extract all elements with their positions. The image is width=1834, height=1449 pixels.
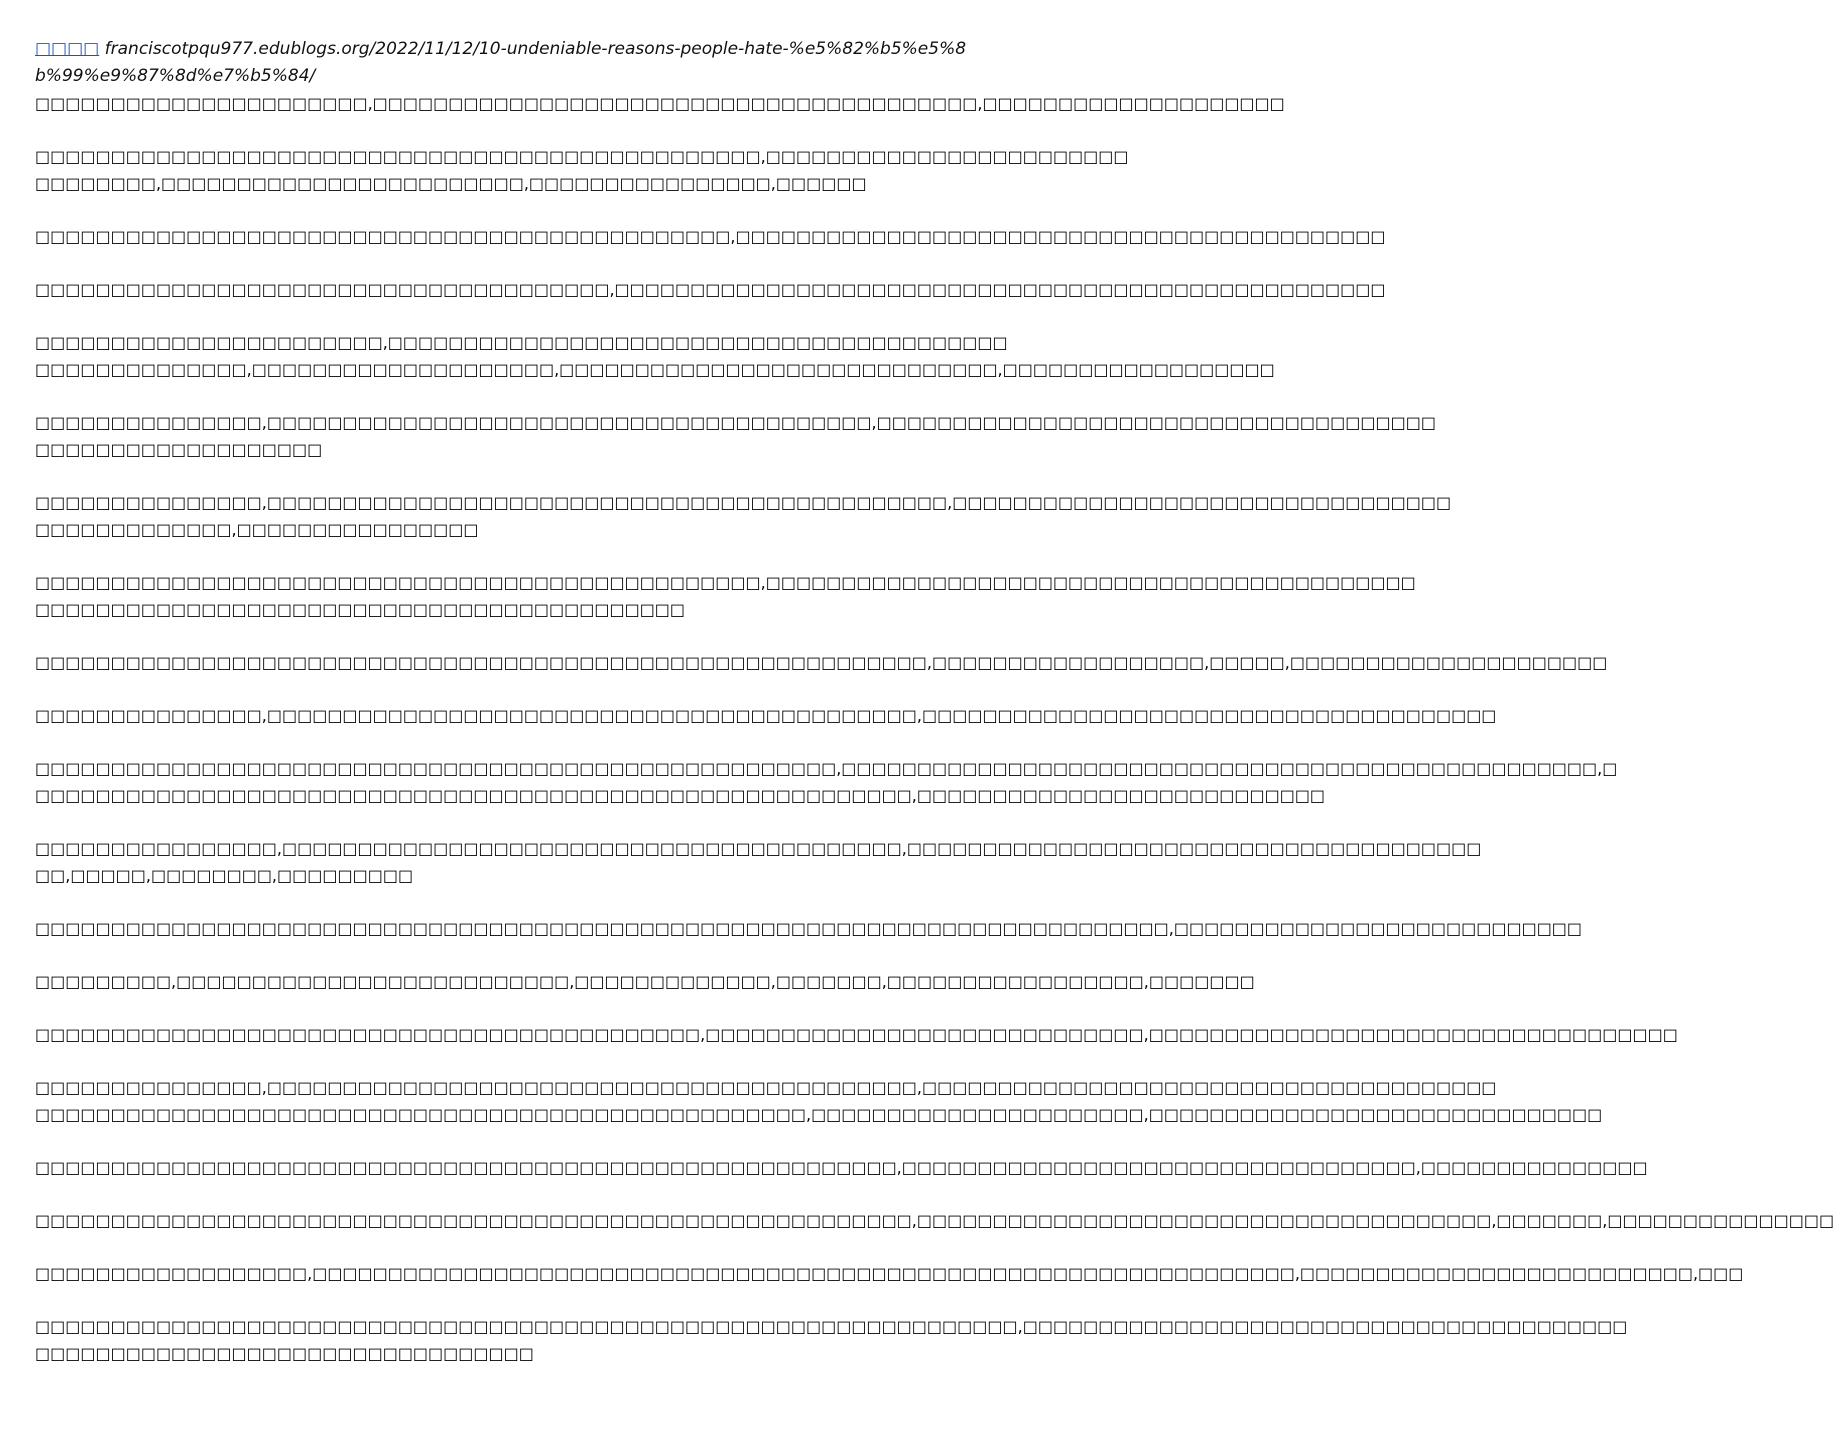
paragraph [35, 1207, 1834, 1234]
paragraph-line: □□□□□□□□□□□□□□□,□□□□□□□□□□□□□□□□□□□□□□□□□□□□□□□□□□□□□□□□□□□,□□□□□□□□□□□□□□□□□□□□□□□□□□□□□□□□□□□□□□ [35, 706, 1497, 725]
header-url: franciscotpqu977.edublogs.org/2022/11/12/10-undeniable-reasons-people-hate-%e5%82%b5%e5%8b%99%e9%87%8d%e7%b5%84/ [35, 39, 967, 86]
header-link[interactable]: □□□□ [35, 39, 100, 59]
paragraph-line: □□□□□□□□□□□□□□□□□□□□□□□□□□□□□□□□□□□□□□□□□□□□□□□□□□□□□□□□□□,□□□□□□□□□□□□□□□□□□□□□□□□□□□□□□□□□□□□□□,□□□□□□□,□□□□□□□□□□□□□□□ [35, 1211, 1834, 1230]
paragraph [35, 569, 1416, 623]
document-header [35, 36, 990, 90]
paragraph-line: □□□□□□□□,□□□□□□□□□□□□□□□□□□□□□□□□,□□□□□□□□□□□□□□□□,□□□□□□ [35, 174, 867, 193]
paragraph-line: □□□□□□□□□□□□□□□□□□□□□□□□□□□□□□□□□□□□□□□□□□□□,□□□□□□□□□□□□□□□□□□□□□□□□□□□□□,□□□□□□□□□□□□□□□□□□□□□□□□□□□□□□□□□□□ [35, 1025, 1678, 1044]
paragraph-line: □□□□□□□□□,□□□□□□□□□□□□□□□□□□□□□□□□□□,□□□□□□□□□□□□□,□□□□□□□,□□□□□□□□□□□□□□□□□,□□□□□□□ [35, 972, 1255, 991]
paragraph [35, 755, 1618, 809]
paragraph [35, 968, 1255, 995]
paragraph-line: □□□□□□□□□□□□□□□,□□□□□□□□□□□□□□□□□□□□□□□□□□□□□□□□□□□□□□□□□□□,□□□□□□□□□□□□□□□□□□□□□□□□□□□□□□□□□□□□□□ [35, 1078, 1497, 1097]
paragraph-line: □□□□□□□□□□□□□□□□□□□□□□□□□□□□□□□□□□□□□□□□□□□□□□□□□□□□□□□□□,□□□□□□□□□□□□□□□□□□□□□□□□□□□□□□□□□□,□□□□□□□□□□□□□□□ [35, 1158, 1648, 1177]
paragraph [35, 915, 1583, 942]
paragraph-line: □□□□□□□□□□□□□□□□□□□□□□□□□□□□□□□□□□□□□□□□□□□□□□□□□□□□□□□□□□□□□□□□□,□□□□□□□□□□□□□□□□□□□□□□□□□□□□□□□□□□□□□□□□ [35, 1317, 1628, 1336]
paragraph [35, 329, 1275, 383]
paragraph [35, 143, 1129, 197]
paragraph [35, 1313, 1628, 1367]
paragraph [35, 90, 1285, 117]
paragraph-line: □□□□□□□□□□□□□□□□,□□□□□□□□□□□□□□□□□□□□□□□□□□□□□□□□□□□□□□□□□,□□□□□□□□□□□□□□□□□□□□□□□□□□□□□□□□□□□□□□ [35, 839, 1482, 858]
paragraph-line: □□□□□□□□□□□□□□,□□□□□□□□□□□□□□□□□□□□,□□□□□□□□□□□□□□□□□□□□□□□□□□□□□,□□□□□□□□□□□□□□□□□□ [35, 360, 1275, 379]
paragraph [35, 835, 1482, 889]
document-page [35, 36, 1834, 1393]
paragraph-line: □□□□□□□□□□□□□□□□□□□□□□□□□□□□□□□□□□□□□□□□□□□□□□□□,□□□□□□□□□□□□□□□□□□□□□□□□□□□□□□□□□□□□□□□□□□□ [35, 573, 1416, 592]
paragraph-line: □□□□□□□□□□□□□,□□□□□□□□□□□□□□□□ [35, 520, 479, 539]
paragraph-line: □□□□□□□□□□□□□□□□□□□ [35, 440, 323, 459]
paragraph-line: □□□□□□□□□□□□□□□□□□,□□□□□□□□□□□□□□□□□□□□□□□□□□□□□□□□□□□□□□□□□□□□□□□□□□□□□□□□□□□□□□□□□,□□□□□□□□□□□□□□□□□□□□□□□□□□,□□□ [35, 1264, 1744, 1283]
paragraph [35, 223, 1386, 250]
paragraph [35, 1260, 1744, 1287]
paragraph-line: □□□□□□□□□□□□□□□□□□□□□□□□□□□□□□□□□□□□□□□□□□□□□□□□,□□□□□□□□□□□□□□□□□□□□□□□□ [35, 147, 1129, 166]
paragraph-line: □□□□□□□□□□□□□□□□□□□□□□□□□□□□□□□□□□□□□□□□□□□□□□□□□□□,□□□□□□□□□□□□□□□□□□□□□□,□□□□□□□□□□□□□□□□□□□□□□□□□□□□□□ [35, 1105, 1603, 1124]
paragraph-line: □□□□□□□□□□□□□□□□□□□□□□□□□□□□□□□□□□□□□□□□□□□□□□□□□□□□□□□□□□□□□□□□□□□□□□□□□□□,□□□□□□□□□□□□□□□□□□□□□□□□□□□ [35, 919, 1583, 938]
paragraph [35, 702, 1497, 729]
document-body [35, 90, 1834, 1367]
paragraph-line: □□□□□□□□□□□□□□□□□□□□□□□□□□□□□□□□□□□□□□□□□□□□□□□□□□□□□□□□□□,□□□□□□□□□□□□□□□□□□□□□□□□□□□ [35, 786, 1326, 805]
paragraph-line: □□□□□□□□□□□□□□□,□□□□□□□□□□□□□□□□□□□□□□□□□□□□□□□□□□□□□□□□,□□□□□□□□□□□□□□□□□□□□□□□□□□□□□□□□□□□□□ [35, 413, 1436, 432]
paragraph [35, 1021, 1678, 1048]
paragraph [35, 649, 1608, 676]
paragraph-line: □□□□□□□□□□□□□□□□□□□□□□□□□□□□□□□□□□□□□□□□□□□□□□□□□□□□□□□□□□□,□□□□□□□□□□□□□□□□□□,□□□□□,□□□□□□□□□□□□□□□□□□□□□ [35, 653, 1608, 672]
paragraph-line: □□□□□□□□□□□□□□□,□□□□□□□□□□□□□□□□□□□□□□□□□□□□□□□□□□□□□□□□□□□□□,□□□□□□□□□□□□□□□□□□□□□□□□□□□□□□□□□ [35, 493, 1452, 512]
paragraph [35, 1154, 1648, 1181]
paragraph-line: □□□□□□□□□□□□□□□□□□□□□□□□□□□□□□□□□□□□□□□□□□□□□□,□□□□□□□□□□□□□□□□□□□□□□□□□□□□□□□□□□□□□□□□□□□ [35, 227, 1386, 246]
paragraph-line: □□□□□□□□□□□□□□□□□□□□□□□□□□□□□□□□□ [35, 1344, 534, 1363]
paragraph-line: □□□□□□□□□□□□□□□□□□□□□□□□□□□□□□□□□□□□□□□□□□□ [35, 600, 686, 619]
paragraph-line: □□□□□□□□□□□□□□□□□□□□□□□,□□□□□□□□□□□□□□□□□□□□□□□□□□□□□□□□□□□□□□□□□ [35, 333, 1008, 352]
paragraph-line: □□□□□□□□□□□□□□□□□□□□□□□□□□□□□□□□□□□□□□□□□□□□□□□□□□□□□,□□□□□□□□□□□□□□□□□□□□□□□□□□□□□□□□□□□□□□□□□□□□□□□□□□,□ [35, 759, 1618, 778]
paragraph-line: □□□□□□□□□□□□□□□□□□□□□□□□□□□□□□□□□□□□□□,□□□□□□□□□□□□□□□□□□□□□□□□□□□□□□□□□□□□□□□□□□□□□□□□□□□ [35, 280, 1386, 299]
paragraph-line: □□□□□□□□□□□□□□□□□□□□□□,□□□□□□□□□□□□□□□□□□□□□□□□□□□□□□□□□□□□□□□□,□□□□□□□□□□□□□□□□□□□□ [35, 94, 1285, 113]
paragraph [35, 489, 1452, 543]
paragraph-line: □□,□□□□□,□□□□□□□□,□□□□□□□□□ [35, 866, 414, 885]
paragraph [35, 409, 1436, 463]
paragraph [35, 276, 1386, 303]
paragraph [35, 1074, 1603, 1128]
